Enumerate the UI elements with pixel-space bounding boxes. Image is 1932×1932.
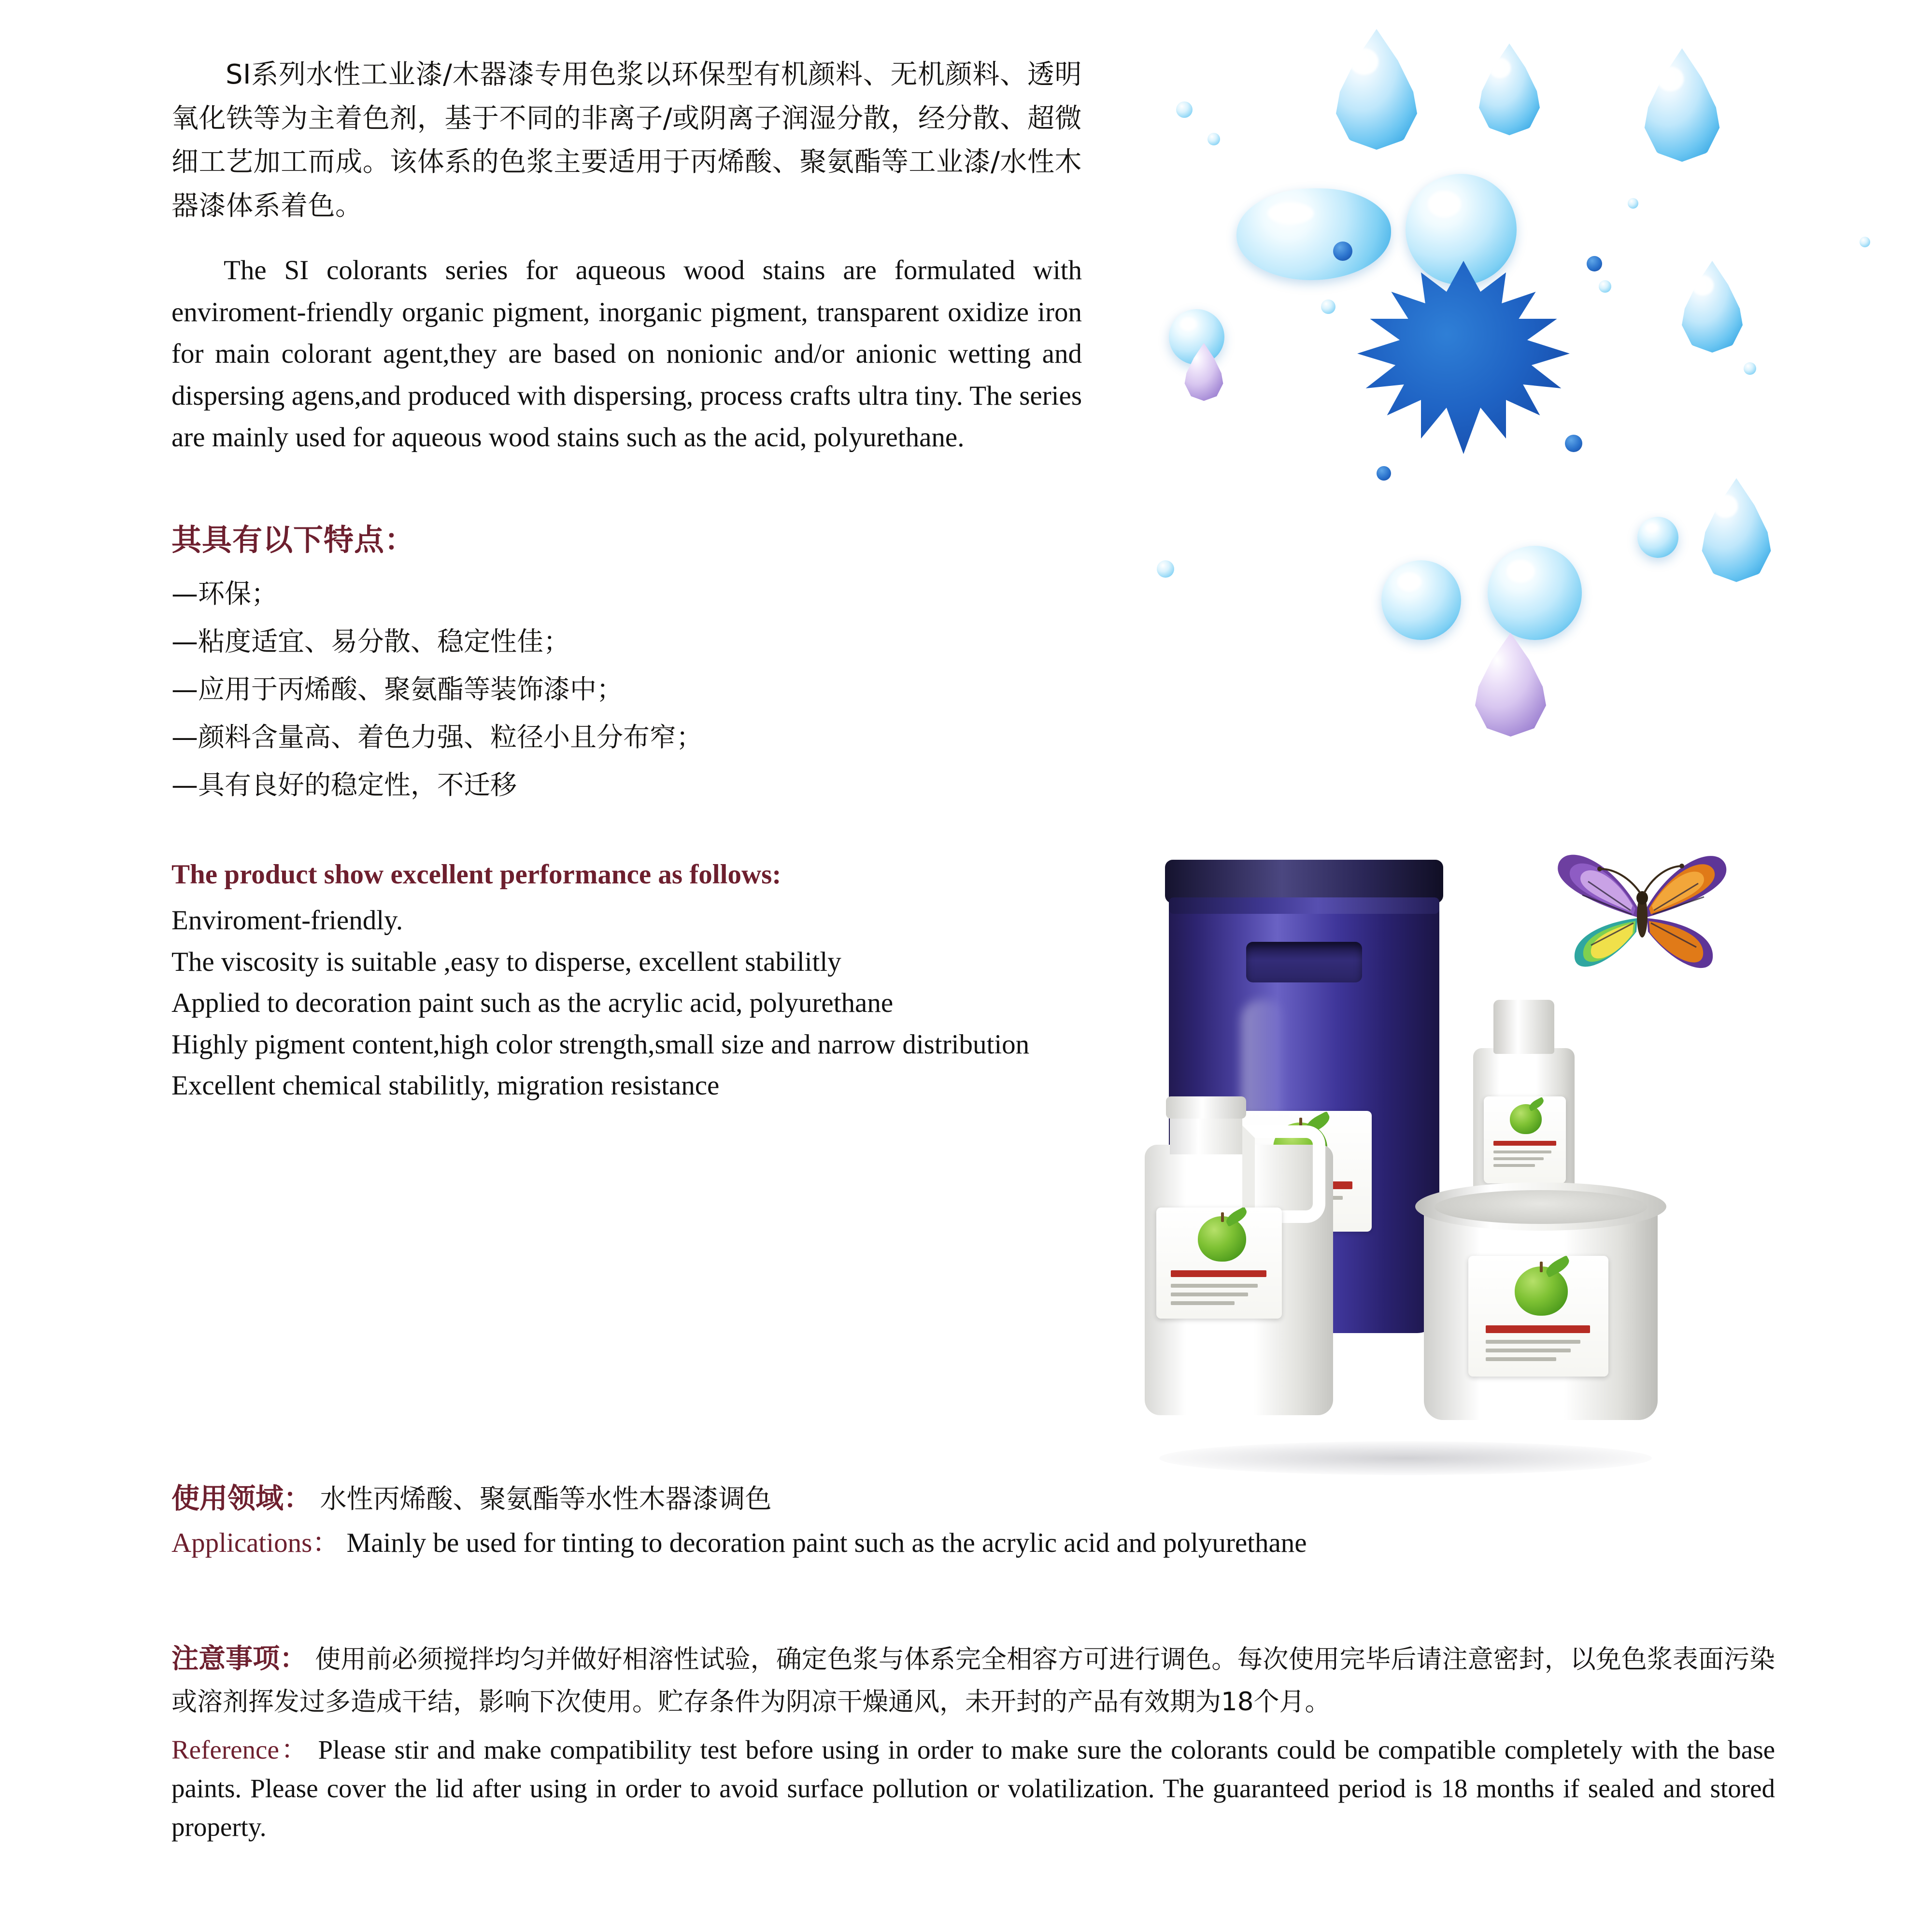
water-droplet-small-icon bbox=[1176, 101, 1193, 118]
drum-lid bbox=[1165, 860, 1443, 903]
applications-block bbox=[171, 1478, 1780, 1563]
product-label bbox=[1156, 1208, 1282, 1319]
applications-label-chinese: 使用领域： bbox=[171, 1482, 312, 1515]
stem-icon bbox=[1221, 1212, 1224, 1222]
white-jug-container bbox=[1145, 1096, 1333, 1415]
water-bubble-icon bbox=[1381, 560, 1461, 640]
list-item: —应用于丙烯酸、聚氨酯等装饰漆中； bbox=[171, 674, 624, 705]
paint-containers-photo bbox=[1145, 840, 1681, 1478]
features-heading-chinese: 其具有以下特点： bbox=[171, 522, 415, 557]
text-column bbox=[171, 53, 1082, 1107]
notice-text-english: Please stir and make compatibility test before using in order to make sure the colorants could be compatible completely with the base paints. Please cover the lid after using in order to avoid surface pollution or volatilization. The guaranteed period is 18 months if sealed and stored property. bbox=[171, 1734, 1776, 1842]
water-droplet-small-icon bbox=[1860, 237, 1870, 247]
apple-icon bbox=[1510, 1104, 1542, 1134]
apple-icon bbox=[1515, 1266, 1568, 1316]
applications-text-chinese: 水性丙烯酸、聚氨酯等水性木器漆调色 bbox=[320, 1483, 772, 1514]
water-drop-icon bbox=[1328, 29, 1425, 150]
list-item: —粘度适宜、易分散、稳定性佳； bbox=[171, 626, 570, 657]
notice-paragraph-english bbox=[171, 1731, 1775, 1847]
label-line bbox=[1171, 1284, 1258, 1288]
jug-cap bbox=[1166, 1096, 1246, 1119]
apple-icon bbox=[1198, 1216, 1246, 1262]
label-line bbox=[1486, 1349, 1571, 1352]
label-line bbox=[1171, 1301, 1235, 1305]
notice-text-chinese: 使用前必须搅拌均匀并做好相溶性试验，确定色浆与体系完全相容方可进行调色。每次使用完毕后请注意密封，以免色浆表面污染或溶剂挥发过多造成干结，影响下次使用。贮存条件为阴凉干燥通风，未开封的产品有效期为18个月。 bbox=[171, 1645, 1776, 1717]
pail-rim-inner bbox=[1435, 1190, 1647, 1224]
label-line bbox=[1493, 1151, 1551, 1153]
applications-line-chinese bbox=[171, 1478, 1780, 1519]
label-line bbox=[1493, 1157, 1544, 1160]
notice-label-english: Reference： bbox=[171, 1734, 310, 1764]
product-shadow bbox=[1159, 1441, 1652, 1475]
label-line bbox=[1486, 1340, 1580, 1344]
water-droplet-small-icon bbox=[1321, 299, 1335, 314]
product-label bbox=[1484, 1096, 1566, 1183]
water-droplet-small-icon bbox=[1599, 280, 1611, 293]
water-droplet-small-icon bbox=[1157, 560, 1174, 578]
water-drop-icon bbox=[1236, 188, 1391, 280]
list-item: The viscosity is suitable ,easy to disperse, excellent stabilitly bbox=[171, 946, 841, 977]
features-list bbox=[171, 572, 1082, 807]
stem-icon bbox=[1540, 1262, 1543, 1272]
product-label bbox=[1468, 1256, 1608, 1377]
water-droplet-small-icon bbox=[1208, 133, 1220, 145]
notice-label-chinese: 注意事项： bbox=[171, 1643, 307, 1675]
label-line bbox=[1171, 1293, 1248, 1296]
water-droplets-illustration bbox=[1150, 29, 1903, 802]
splash-droplet-icon bbox=[1565, 435, 1582, 452]
label-bar bbox=[1493, 1141, 1556, 1146]
water-bubble-icon bbox=[1488, 546, 1582, 640]
water-drop-icon bbox=[1473, 43, 1546, 135]
water-bubble-icon bbox=[1637, 517, 1678, 558]
label-line bbox=[1493, 1164, 1535, 1167]
list-item: —环保； bbox=[171, 578, 278, 609]
performance-heading-english: The product show excellent performance as follows: bbox=[171, 859, 781, 890]
applications-label-english: Applications： bbox=[171, 1528, 340, 1559]
notice-paragraph-chinese bbox=[171, 1637, 1775, 1723]
water-drop-icon bbox=[1695, 478, 1777, 582]
list-item: Applied to decoration paint such as the acrylic acid, polyurethane bbox=[171, 988, 894, 1019]
intro-paragraph-english: The SI colorants series for aqueous wood stains are formulated with enviroment-friendly organic pigment, inorganic pigment, transparent oxidize iron for main colorant agent,they are based on nonionic and/or anionic wetting and dispersing agens,and produced with dispersing, process crafts ultra tiny. The series are mainly used for aqueous wood stains such as the acid, polyurethane. bbox=[171, 255, 1082, 453]
applications-line-english bbox=[171, 1523, 1780, 1563]
drum-ring bbox=[1169, 897, 1439, 914]
intro-paragraph-chinese: SI系列水性工业漆/木器漆专用色浆以环保型有机颜料、无机颜料、透明氧化铁等为主着色剂，基于不同的非离子/或阴离子润湿分散，经分散、超微细工艺加工而成。该体系的色浆主要适用于丙烯酸、聚氨酯等工业漆/水性木器漆体系着色。 bbox=[171, 59, 1082, 222]
label-line bbox=[1486, 1357, 1556, 1361]
list-item: Highly pigment content,high color strength,small size and narrow distribution bbox=[171, 1029, 1030, 1060]
splash-droplet-icon bbox=[1587, 256, 1602, 271]
water-drop-icon bbox=[1676, 261, 1748, 353]
applications-text-english: Mainly be used for tinting to decoration paint such as the acrylic acid and polyurethane bbox=[346, 1528, 1307, 1559]
splash-droplet-icon bbox=[1333, 242, 1352, 261]
round-pail-container bbox=[1415, 1174, 1666, 1420]
list-item: Enviroment-friendly. bbox=[171, 905, 403, 936]
water-droplet-small-icon bbox=[1628, 198, 1638, 209]
performance-list bbox=[171, 900, 1082, 1107]
water-drop-icon bbox=[1637, 48, 1727, 162]
list-item: Excellent chemical stabilitly, migration resistance bbox=[171, 1070, 720, 1101]
label-bar bbox=[1486, 1325, 1590, 1333]
drum-handle bbox=[1246, 942, 1362, 982]
list-item: —颜料含量高、着色力强、粒径小且分布窄； bbox=[171, 722, 703, 753]
water-drop-icon bbox=[1468, 633, 1553, 737]
list-item: —具有良好的稳定性，不迁移 bbox=[171, 769, 517, 801]
water-droplet-small-icon bbox=[1744, 362, 1756, 375]
bottle-cap bbox=[1493, 1000, 1554, 1054]
notice-block bbox=[171, 1637, 1775, 1847]
label-bar bbox=[1171, 1270, 1266, 1277]
blue-paint-splash-icon bbox=[1357, 261, 1570, 454]
splash-droplet-icon bbox=[1377, 466, 1391, 481]
